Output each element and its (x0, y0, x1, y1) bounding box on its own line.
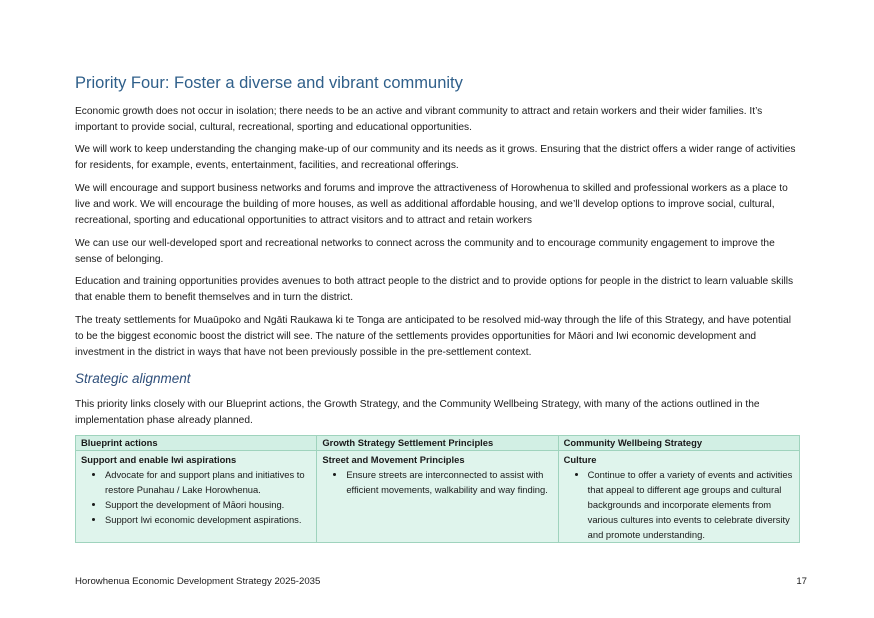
wellbeing-cell (558, 451, 799, 543)
blueprint-cell (76, 451, 317, 543)
section-heading: Priority Four: Foster a diverse and vibrant community (75, 74, 463, 92)
growth-subheading: Street and Movement Principles (322, 454, 465, 465)
paragraph-1: Economic growth does not occur in isolation; there needs to be an active and vibrant community to attract and retain workers and their wider families. It’s important to provide social, cultural, recreational, sporting and educational opportunities. (75, 106, 763, 133)
column-header-wellbeing: Community Wellbeing Strategy (558, 436, 799, 451)
list-item: • Support the development of Māori housing. (105, 497, 311, 512)
paragraph-3: We will encourage and support business networks and forums and improve the attractiveness of Horowhenua to skilled and professional workers as a place to live and work. We will encourage the building of more houses, as well as additional affordable housing, and we’ll develop options to improve social, cultural, recreational, sporting and educational opportunities to attract visitors and to attract and retain workers (75, 183, 788, 226)
wellbeing-list (564, 467, 794, 542)
alignment-intro: This priority links closely with our Blueprint actions, the Growth Strategy, and the Community Wellbeing Strategy, with many of the actions outlined in the implementation phase already planned. (75, 399, 760, 426)
table-row (76, 451, 800, 543)
column-header-growth: Growth Strategy Settlement Principles (317, 436, 558, 451)
alignment-table (75, 435, 800, 543)
growth-list (322, 467, 552, 497)
column-header-blueprint: Blueprint actions (76, 436, 317, 451)
list-item: • Continue to offer a variety of events and activities that appeal to different age groups and cultural backgrounds and incorporate elements from various cultures into events to celebrate diversity and promote understanding. (588, 467, 794, 542)
growth-cell (317, 451, 558, 543)
table-header-row (76, 436, 800, 451)
footer-document-title: Horowhenua Economic Development Strategy 2025-2035 (75, 576, 321, 587)
paragraph-2: We will work to keep understanding the changing make-up of our community and its needs as it grows. Ensuring that the district offers a wider range of activities for residents, for example, events, entertainment, facilities, and recreational offerings. (75, 144, 796, 171)
footer-page-number: 17 (796, 576, 807, 587)
list-item: • Advocate for and support plans and initiatives to restore Punahau / Lake Horowhenua. (105, 467, 311, 497)
blueprint-list (81, 467, 311, 527)
blueprint-subheading: Support and enable Iwi aspirations (81, 454, 237, 465)
paragraph-5: Education and training opportunities provides avenues to both attract people to the district and to provide options for people in the district to learn valuable skills that enable them to benefit themselves and in turn the district. (75, 276, 794, 303)
paragraph-4: We can use our well-developed sport and recreational networks to connect across the community and to encourage community engagement to improve the sense of belonging. (75, 238, 775, 265)
list-item: • Support Iwi economic development aspirations. (105, 512, 311, 527)
wellbeing-subheading: Culture (563, 454, 597, 465)
list-item: • Ensure streets are interconnected to assist with efficient movements, walkability and way finding. (346, 467, 552, 497)
strategic-alignment-heading: Strategic alignment (75, 371, 191, 386)
paragraph-6: The treaty settlements for Muaūpoko and Ngāti Raukawa ki te Tonga are anticipated to be resolved mid-way through the life of this Strategy, and have potential to be the biggest economic boost the district will see. The nature of the settlements provides opportunities for Māori and Iwi economic development and investment in the district in ways that have not been previously possible in the pre-settlement context. (75, 315, 791, 358)
